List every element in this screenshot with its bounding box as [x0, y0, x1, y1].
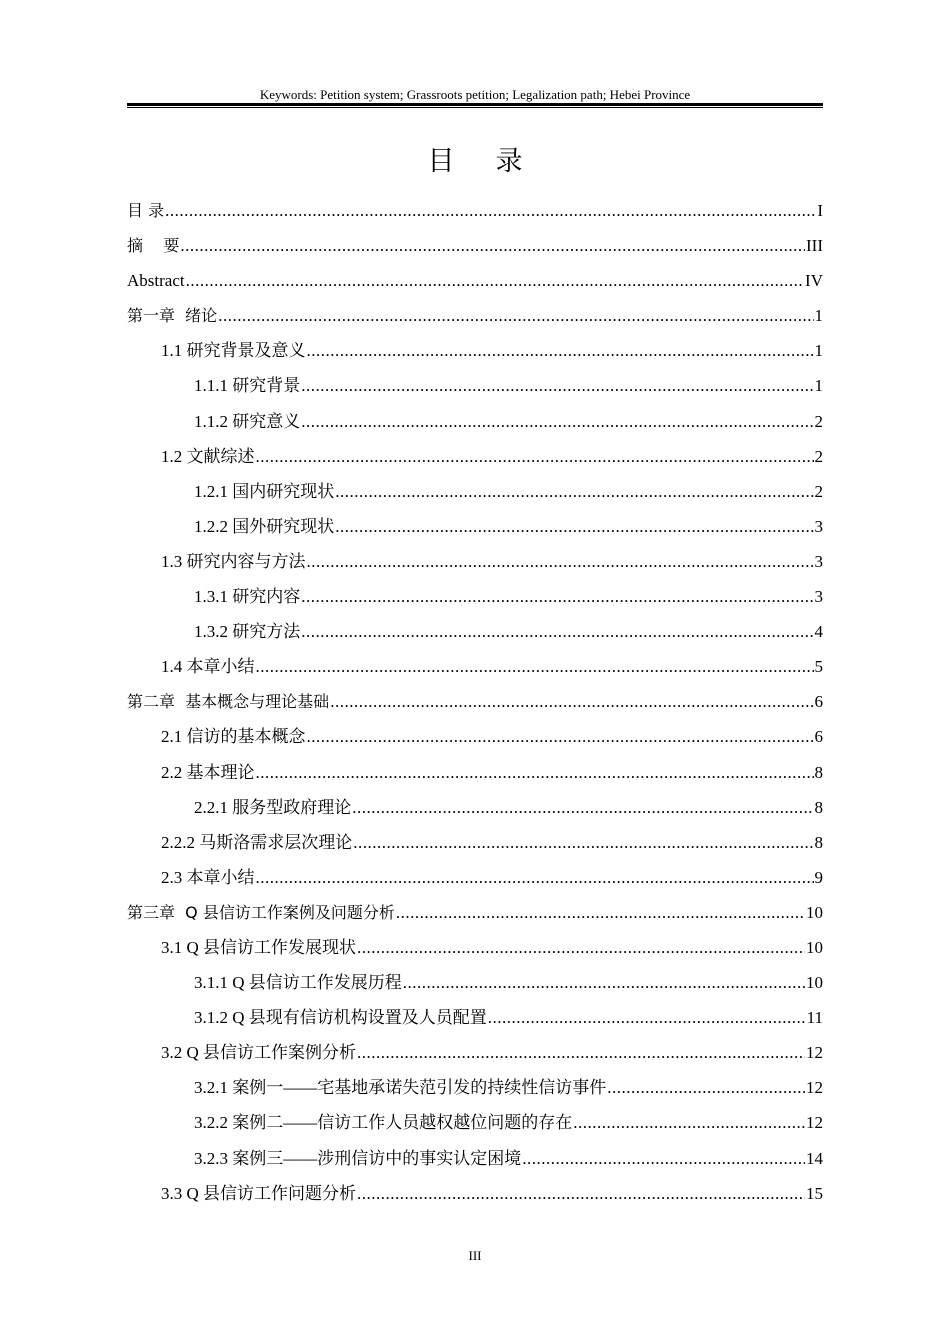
toc-entry[interactable] [127, 333, 823, 368]
header-double-rule [127, 103, 823, 108]
toc-entry-label: 1.4 本章小结 [161, 657, 255, 677]
dot-leader [186, 263, 804, 298]
toc-entry[interactable] [127, 544, 823, 579]
toc-entry-label: 1.2.1 国内研究现状 [194, 481, 335, 501]
dot-leader [403, 965, 805, 1000]
dot-leader [352, 790, 813, 825]
dot-leader [330, 684, 813, 719]
dot-leader [522, 1141, 805, 1176]
toc-entry-label: 1.3 研究内容与方法 [161, 551, 306, 571]
toc-entry-page: 14 [806, 1148, 823, 1168]
toc-entry-label: 2.1 信访的基本概念 [161, 727, 306, 747]
toc-entry-label: 目 录 [127, 201, 165, 220]
toc-entry-label: Abstract [127, 271, 185, 291]
toc-entry-page: 9 [814, 867, 823, 887]
toc-entry-page: 12 [806, 1043, 823, 1063]
dot-leader [353, 825, 813, 860]
toc-entry[interactable] [127, 860, 823, 895]
toc-entry[interactable] [127, 509, 823, 544]
toc-entry-label: 1.3.1 研究内容 [194, 587, 301, 607]
toc-entry-page: III [806, 236, 823, 256]
toc-entry-label: 3.1.1 Q 县信访工作发展历程 [194, 973, 402, 993]
toc-entry-label: 摘 要 [127, 236, 180, 256]
toc-entry[interactable] [127, 930, 823, 965]
toc-entry-page: 10 [806, 902, 823, 922]
dot-leader [307, 719, 814, 754]
toc-entry-page: 8 [814, 832, 823, 852]
toc-entry-label: 2.2.2 马斯洛需求层次理论 [161, 832, 353, 852]
toc-entry-page: 10 [806, 937, 823, 957]
toc-entry[interactable] [127, 1035, 823, 1070]
toc-entry[interactable] [127, 368, 823, 403]
dot-leader [335, 474, 813, 509]
toc-entry-page: 15 [806, 1183, 823, 1203]
toc-entry-label: 2.2 基本理论 [161, 762, 255, 782]
table-of-contents [127, 193, 823, 1211]
toc-entry-page: 6 [814, 727, 823, 747]
dot-leader [488, 1000, 806, 1035]
dot-leader [256, 860, 814, 895]
toc-entry-label: 1.2 文献综述 [161, 446, 255, 466]
toc-entry-page: 3 [814, 551, 823, 571]
toc-entry[interactable] [127, 1176, 823, 1211]
toc-entry-page: 3 [814, 587, 823, 607]
toc-entry-page: IV [805, 271, 823, 291]
toc-entry[interactable] [127, 579, 823, 614]
dot-leader [165, 193, 816, 228]
toc-entry[interactable] [127, 825, 823, 860]
running-header-keywords: Keywords: Petition system; Grassroots petition; Legalization path; Hebei Province [259, 87, 691, 102]
toc-entry[interactable] [127, 965, 823, 1000]
toc-entry-page: 12 [806, 1113, 823, 1133]
dot-leader [307, 544, 814, 579]
toc-entry-page: 2 [814, 411, 823, 431]
toc-entry-label: 3.1 Q 县信访工作发展现状 [161, 937, 357, 957]
toc-entry[interactable] [127, 474, 823, 509]
dot-leader [357, 1035, 805, 1070]
dot-leader [180, 228, 805, 263]
toc-entry[interactable] [127, 1105, 823, 1140]
toc-entry-page: 10 [806, 973, 823, 993]
page-number: III [468, 1248, 482, 1263]
toc-entry-page: 2 [814, 481, 823, 501]
dot-leader [256, 649, 814, 684]
toc-entry[interactable] [127, 404, 823, 439]
toc-entry-label: 3.2.2 案例二——信访工作人员越权越位问题的存在 [194, 1113, 573, 1133]
toc-entry-label: 1.1.2 研究意义 [194, 411, 301, 431]
toc-entry-label: 3.2.1 案例一——宅基地承诺失范引发的持续性信访事件 [194, 1078, 607, 1098]
toc-entry[interactable] [127, 614, 823, 649]
toc-entry-page: 5 [814, 657, 823, 677]
dot-leader [396, 895, 805, 930]
toc-entry-label: 1.3.2 研究方法 [194, 622, 301, 642]
dot-leader [301, 579, 813, 614]
dot-leader [357, 930, 805, 965]
toc-entry-page: 2 [814, 446, 823, 466]
toc-title: 目 录 [427, 146, 539, 177]
toc-entry-page: 6 [814, 692, 823, 712]
toc-entry[interactable] [127, 298, 823, 333]
toc-entry[interactable] [127, 684, 823, 719]
dot-leader [573, 1105, 805, 1140]
dot-leader [256, 439, 814, 474]
toc-entry-page: 4 [814, 622, 823, 642]
toc-entry[interactable] [127, 790, 823, 825]
toc-entry[interactable] [127, 649, 823, 684]
toc-entry-label: 第三章 Q 县信访工作案例及问题分析 [127, 902, 395, 922]
dot-leader [218, 298, 813, 333]
toc-entry[interactable] [127, 1141, 823, 1176]
toc-entry[interactable] [127, 755, 823, 790]
toc-entry[interactable] [127, 439, 823, 474]
toc-entry[interactable] [127, 193, 823, 228]
dot-leader [335, 509, 813, 544]
toc-entry-page: 11 [806, 1008, 823, 1028]
dot-leader [307, 333, 814, 368]
toc-entry-label: 3.1.2 Q 县现有信访机构设置及人员配置 [194, 1008, 487, 1028]
dot-leader [301, 368, 813, 403]
toc-entry-label: 第一章 绪论 [127, 306, 218, 326]
toc-entry-page: 1 [814, 306, 823, 326]
toc-entry-page: I [817, 201, 823, 220]
toc-entry-label: 2.2.1 服务型政府理论 [194, 797, 352, 817]
dot-leader [301, 614, 813, 649]
toc-entry-label: 1.1.1 研究背景 [194, 376, 301, 396]
toc-entry-page: 1 [814, 341, 823, 361]
toc-entry-label: 2.3 本章小结 [161, 867, 255, 887]
dot-leader [256, 755, 814, 790]
dot-leader [357, 1176, 805, 1211]
dot-leader [301, 404, 813, 439]
toc-entry[interactable] [127, 263, 823, 298]
toc-entry-label: 3.2 Q 县信访工作案例分析 [161, 1043, 357, 1063]
toc-entry-label: 1.1 研究背景及意义 [161, 341, 306, 361]
toc-entry[interactable] [127, 895, 823, 930]
toc-entry-page: 12 [806, 1078, 823, 1098]
toc-entry[interactable] [127, 228, 823, 263]
toc-entry-label: 3.2.3 案例三——涉刑信访中的事实认定困境 [194, 1148, 522, 1168]
toc-entry-label: 3.3 Q 县信访工作问题分析 [161, 1183, 357, 1203]
toc-entry-page: 3 [814, 516, 823, 536]
toc-entry-page: 8 [814, 797, 823, 817]
toc-entry-label: 1.2.2 国外研究现状 [194, 516, 335, 536]
toc-entry-page: 8 [814, 762, 823, 782]
toc-entry[interactable] [127, 719, 823, 754]
toc-entry[interactable] [127, 1000, 823, 1035]
toc-entry[interactable] [127, 1070, 823, 1105]
toc-entry-label: 第二章 基本概念与理论基础 [127, 692, 330, 712]
dot-leader [607, 1070, 805, 1105]
toc-entry-page: 1 [814, 376, 823, 396]
